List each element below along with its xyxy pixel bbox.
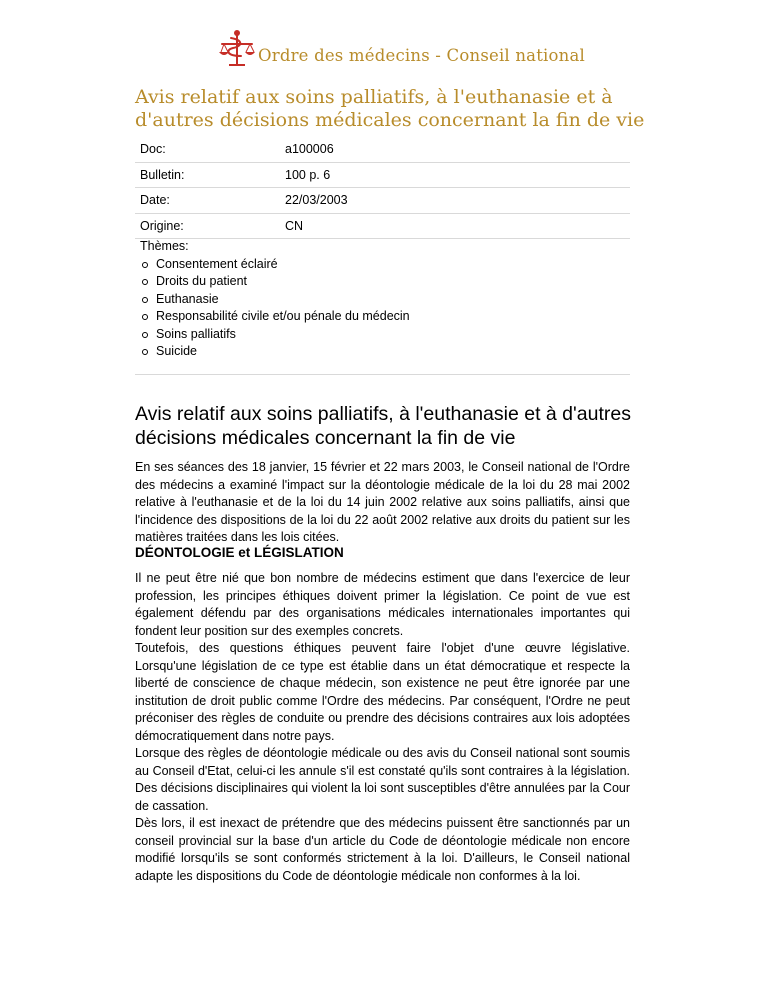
- metadata-row-date: [135, 188, 630, 214]
- metadata-label: Bulletin:: [135, 162, 280, 188]
- theme-item[interactable]: [140, 256, 630, 274]
- metadata-row-doc: [135, 137, 630, 162]
- themes-label: Thèmes:: [140, 239, 189, 253]
- theme-item[interactable]: [140, 273, 630, 291]
- document-title: Avis relatif aux soins palliatifs, à l'euthanasie et à d'autres décisions médicales concernant la fin de vie: [135, 86, 645, 131]
- body-paragraph: Dès lors, il est inexact de prétendre que des médecins puissent être sanctionnés par un conseil provincial sur la base d'un article du Code de déontologie médicale non encore modifié lorsqu'ils se sont conformés strictement à la loi. D'ailleurs, le Conseil national adapte les dispositions du Code de déontologie médicale non conformes à la loi.: [135, 816, 630, 883]
- theme-label[interactable]: Soins palliatifs: [156, 326, 236, 341]
- theme-label[interactable]: Droits du patient: [156, 274, 248, 288]
- metadata-value: a100006: [280, 137, 630, 162]
- metadata-table: [135, 137, 630, 239]
- theme-label[interactable]: Euthanasie: [156, 291, 219, 306]
- content-heading: Avis relatif aux soins palliatifs, à l'euthanasie et à d'autres décisions médicales concernant la fin de vie: [135, 403, 631, 449]
- theme-item[interactable]: [140, 326, 630, 344]
- bullet-icon: [142, 262, 148, 268]
- themes-section: [135, 238, 630, 375]
- bullet-icon: [142, 279, 148, 285]
- metadata-value: 22/03/2003: [280, 188, 630, 214]
- section-heading: DÉONTOLOGIE et LÉGISLATION: [135, 545, 344, 560]
- theme-label[interactable]: Responsabilité civile et/ou pénale du médecin: [156, 309, 410, 323]
- themes-list: [140, 256, 630, 361]
- bullet-icon: [142, 314, 148, 320]
- theme-item[interactable]: [140, 343, 630, 361]
- metadata-label: Date:: [135, 188, 280, 214]
- bullet-icon: [142, 349, 148, 355]
- site-header: [0, 28, 768, 68]
- theme-item[interactable]: [140, 291, 630, 309]
- bullet-icon: [142, 332, 148, 338]
- section-body: [135, 570, 630, 885]
- intro-paragraph: En ses séances des 18 janvier, 15 février et 22 mars 2003, le Conseil national de l'Ordre des médecins a examiné l'impact sur la déontologie médicale de la loi du 28 mai 2002 relative à l'euthanasie et de la loi du 14 juin 2002 relative aux soins palliatifs, ainsi que l'incidence des dispositions de la loi du 22 août 2002 relative aux droits du patient sur les matières traitées dans les lois citées.: [135, 460, 630, 544]
- caduceus-scales-logo-icon[interactable]: [217, 28, 259, 68]
- metadata-label: Doc:: [135, 137, 280, 162]
- theme-label[interactable]: Suicide: [156, 344, 197, 358]
- bullet-icon: [142, 297, 148, 303]
- metadata-value: 100 p. 6: [280, 162, 630, 188]
- site-title[interactable]: Ordre des médecins - Conseil national: [258, 46, 585, 65]
- metadata-label: Origine:: [135, 213, 280, 239]
- theme-item[interactable]: [140, 308, 630, 326]
- body-paragraph: Lorsque des règles de déontologie médicale ou des avis du Conseil national sont soumis au Conseil d'Etat, celui-ci les annule s'il est constaté qu'ils sont contraires à la législation. Des décisions disciplinaires qui violent la loi sont susceptibles d'être annulées par la Cour de cassation.: [135, 746, 631, 813]
- theme-label[interactable]: Consentement éclairé: [156, 256, 278, 271]
- metadata-row-origine: [135, 213, 630, 239]
- metadata-row-bulletin: [135, 162, 630, 188]
- body-paragraph: Il ne peut être nié que bon nombre de médecins estiment que dans l'exercice de leur profession, les principes éthiques doivent primer la législation. Ce point de vue est également défendu par des organisations médicales internationales importantes qui fondent leur position sur des exemples concrets.: [135, 571, 630, 638]
- body-paragraph: Toutefois, des questions éthiques peuvent faire l'objet d'une œuvre législative. Lorsqu'une législation de ce type est établie dans un état démocratique et respecte la liberté de conscience de chaque médecin, son existence ne peut être ignorée par une institution de droit public comme l'Ordre des médecins. Par conséquent, l'Ordre ne peut préconiser des règles de conduite ou prendre des décisions contraires aux lois adoptées démocratiquement dans notre pays.: [135, 641, 630, 743]
- metadata-value: CN: [280, 213, 630, 239]
